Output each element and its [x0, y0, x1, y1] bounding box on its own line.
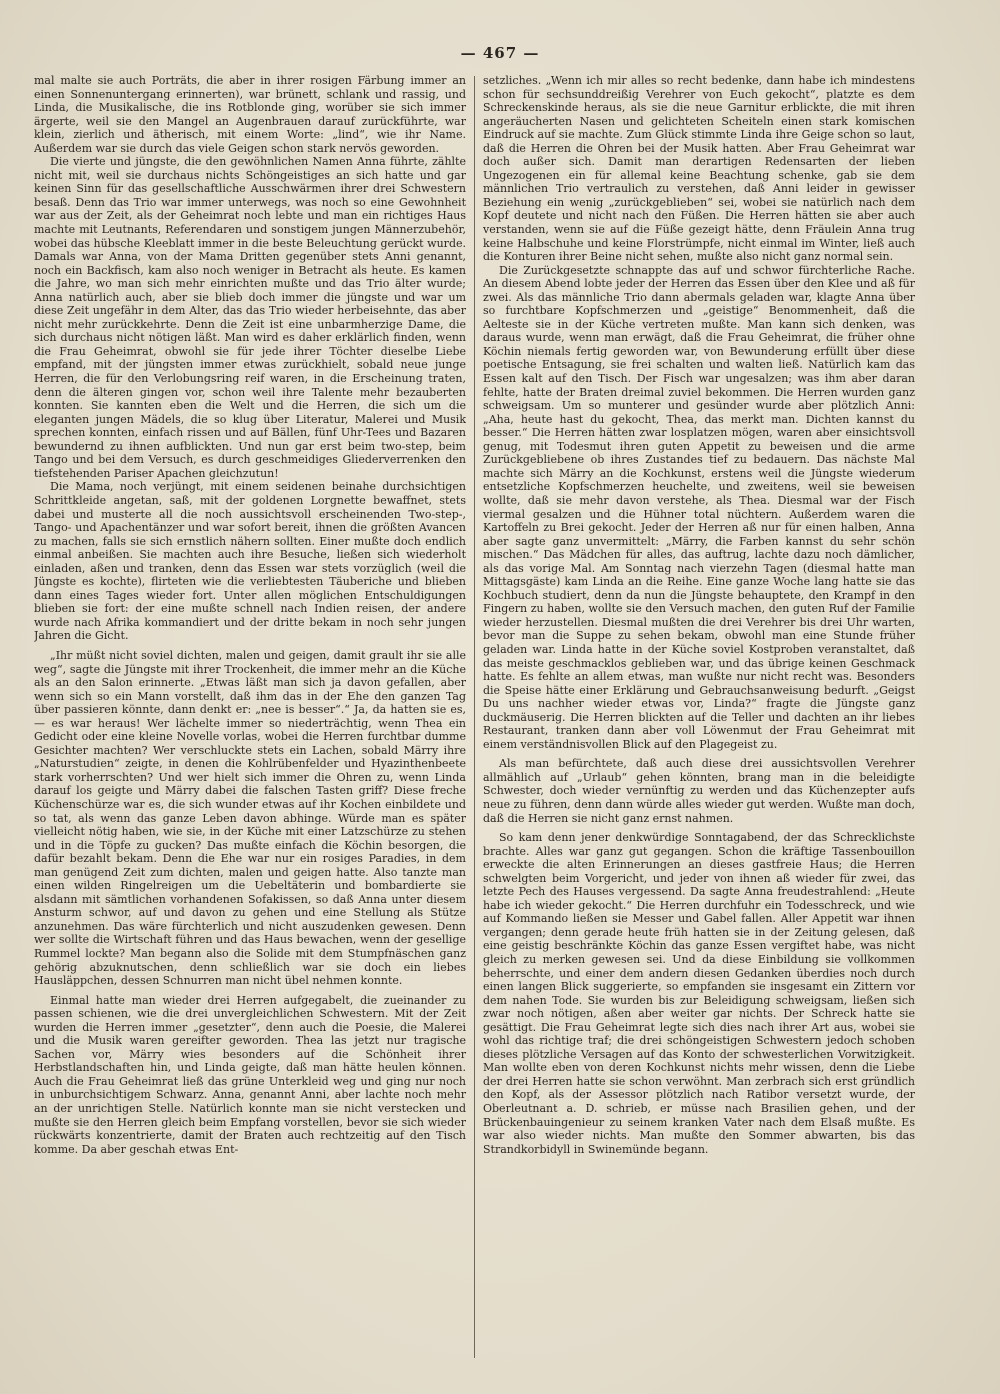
- paragraph: Die Mama, noch verjüngt, mit einem seidenen beinahe durchsichtigen Schrittkleide angetan, saß, mit der goldenen Lorgnette bewaffnet, stets dabei und musterte all die noch aussichtsvoll erscheinenden Two-step-, Tango- und Apachentänzer und war sofort bereit, ihnen die größten Avancen zu machen, falls sie sich ernstlich nähern sollten. Einer mußte doch endlich einmal anbeißen. Sie machten auch ihre Besuche, ließen sich wiederholt einladen, aßen und tranken, denn das Essen war stets vorzüglich (weil die Jüngste es kochte), flirteten wie die verliebtesten Täuberiche und blieben dann eines Tages wieder fort. Unter allen möglichen Entschuldigungen blieben sie fort: der eine mußte schnell nach Indien reisen, der andere wurde nach Afrika kommandiert und der dritte bekam in noch sehr jungen Jahren die Gicht.: [34, 480, 466, 643]
- right-column: [483, 74, 915, 1360]
- paragraph: Als man befürchtete, daß auch diese drei aussichtsvollen Verehrer allmählich auf „Urlaub“ gehen könnten, brang man in die beleidigte Schwester, doch wieder vernünftig zu werden und das Küchenzepter aufs neue zu führen, denn dann würde alles wieder gut werden. Wußte man doch, daß die Herren sie nicht ganz ernst nahmen.: [483, 757, 915, 825]
- paragraph: Die vierte und jüngste, die den gewöhnlichen Namen Anna führte, zählte nicht mit, weil sie durchaus nichts Schöngeistiges an sich hatte und gar keinen Sinn für das gesellschaftliche Ausschwärmen ihrer drei Schwestern besaß. Denn das Trio war immer unterwegs, was noch so eine Gewohnheit war aus der Zeit, als der Geheimrat noch lebte und man ein richtiges Haus machte mit Leutnants, Referendaren und sonstigem jungen Männerzubehör, wobei das hübsche Kleeblatt immer in die beste Beleuchtung gerückt wurde. Damals war Anna, von der Mama Dritten gegenüber stets Anni genannt, noch ein Backfisch, kam also noch weniger in Betracht als heute. Es kamen die Jahre, wo man sich mehr einrichten mußte und das Trio älter wurde; Anna natürlich auch, aber sie blieb doch immer die jüngste und war um diese Zeit ungefähr in dem Alter, das das Trio wieder herbeisehnte, das aber nicht mehr zurückkehrte. Denn die Zeit ist eine unbarmherzige Dame, die sich durchaus nicht nötigen läßt. Man wird es daher erklärlich finden, wenn die Frau Geheimrat, obwohl sie für jede ihrer Töchter dieselbe Liebe empfand, mit der jüngsten immer etwas zurückhielt, sobald neue junge Herren, die für den Verlobungsring reif waren, in die Erscheinung traten, denn die älteren gingen vor, schon weil ihre Talente mehr bezauberten konnten. Sie kannten eben die Welt und die Herren, die sich um die eleganten jungen Mädels, die so klug über Literatur, Malerei und Musik sprechen konnten, einfach rissen und auf Bällen, fünf Uhr-Tees und Bazaren bewundernd zu ihnen aufblickten. Und nun gar erst beim two-step, beim Tango und bei dem Versuch, es durch geschmeidiges Gliederverrenken den tiefstehenden Pariser Apachen gleichzutun!: [34, 155, 466, 480]
- column-divider: [474, 76, 475, 1358]
- paragraph: „Ihr müßt nicht soviel dichten, malen und geigen, damit grault ihr sie alle weg“, sagte die Jüngste mit ihrer Trockenheit, die immer mehr an die Küche als an den Salon erinnerte. „Etwas läßt man sich ja davon gefallen, aber wenn sich so ein Mann vorstellt, daß ihm das in der Ehe den ganzen Tag über passieren könnte, dann denkt er: „nee is besser“.“ Ja, da hatten sie es, — es war heraus! Wer lächelte immer so niederträchtig, wenn Thea ein Gedicht oder eine kleine Novelle vorlas, wobei die Herren furchtbar dumme Gesichter machten? Wer verschluckte stets ein Lachen, sobald Märry ihre „Naturstudien“ zeigte, in denen die Kohlrübenfelder und Hyazinthenbeete stark vorherrschten? Und wer hielt sich immer die Ohren zu, wenn Linda darauf los geigte und Märry dabei die falschen Tasten griff? Diese freche Küchenschürze war es, die sich wunder etwas auf ihr Kochen einbildete und so tat, als wenn das ganze Leben davon abhinge. Würde man es später vielleicht nötig haben, wie sie, in der Küche mit einer Latzschürze zu stehen und in die Töpfe zu gucken? Das mußte einfach die Köchin besorgen, die dafür bezahlt bekam. Denn die Ehe war nur ein rosiges Paradies, in dem man genügend Zeit zum dichten, malen und geigen hatte. Also tanzte man einen wilden Ringelreigen um die Uebeltäterin und bombardierte sie alsdann mit sämtlichen vorhandenen Sofakissen, so daß Anna unter diesem Ansturm schwor, auf und davon zu gehen und eine Stellung als Stütze anzunehmen. Das wäre fürchterlich und nicht auszudenken gewesen. Denn wer sollte die Wirtschaft führen und das Haus bewachen, wenn der gesellige Rummel lockte? Man begann also die Solide mit dem Stumpfnäschen ganz gehörig abzuknutschen, denn schließlich war sie doch ein liebes Hausläppchen, dessen Schnurren man nicht übel nehmen konnte.: [34, 648, 466, 988]
- paragraph: So kam denn jener denkwürdige Sonntagabend, der das Schrecklichste brachte. Alles war ganz gut gegangen. Schon die kräftige Tassenbouillon erweckte die alten Erinnerungen an dieses gastfreie Haus; die Herren schwelgten beim Vorgericht, und jeder von ihnen aß wieder für zwei, das letzte Pech des Hauses vergessend. Da sagte Anna freudestrahlend: „Heute habe ich wieder gekocht.“ Die Herren durchfuhr ein Todesschreck, und wie auf Kommando ließen sie Messer und Gabel fallen. Aller Appetit war ihnen vergangen; denn gerade heute früh hatten sie in der Zeitung gelesen, daß eine geistig beschränkte Köchin das ganze Essen vergiftet habe, was nicht gleich zu merken gewesen sei. Und da diese Einbildung sie vollkommen beherrschte, und einer dem andern diesen Gedanken überdies noch durch einen langen Blick suggerierte, so empfanden sie insgesamt ein Zittern vor dem nahen Tode. Sie wurden bis zur Beleidigung schweigsam, ließen sich zwar noch nötigen, aßen aber weiter gar nichts. Der Schreck hatte sie gesättigt. Die Frau Geheimrat legte sich dies nach ihrer Art aus, wobei sie wohl das richtige traf; die drei schöngeistigen Schwestern jedoch schoben dieses plötzliche Versagen auf das Konto der schwesterlichen Vorwitzigkeit. Man wollte eben von deren Kochkunst nichts mehr wissen, denn die Liebe der drei Herren hatte sie schon verwöhnt. Man zerbrach sich erst gründlich den Kopf, als der Assessor plötzlich nach Ratibor versetzt wurde, der Oberleutnant a. D. schrieb, er müsse nach Brasilien gehen, und der Brückenbauingenieur zu seinem kranken Vater nach dem Elsaß mußte. Es war also wieder nichts. Man mußte den Sommer abwarten, bis das Strandkorbidyll in Swinemünde begann.: [483, 831, 915, 1156]
- left-column: [34, 74, 466, 1360]
- paragraph: setzliches. „Wenn ich mir alles so recht bedenke, dann habe ich mindestens schon für sechsunddreißig Verehrer von Euch gekocht“, platzte es dem Schreckenskinde heraus, als sie die neue Garnitur erblickte, die mit ihren angeräucherten Nasen und gelichteten Scheiteln einen stark komischen Eindruck auf sie machte. Zum Glück stimmte Linda ihre Geige schon so laut, daß die Herren die Ohren bei der Musik hatten. Aber Frau Geheimrat war doch außer sich. Damit man derartigen Redensarten der lieben Ungezogenen ein für allemal keine Beachtung schenke, gab sie dem männlichen Trio vertraulich zu verstehen, daß Anni leider in gewisser Beziehung ein wenig „zurückgeblieben“ sei, wobei sie natürlich nach dem Kopf deutete und nicht nach den Füßen. Die Herren hätten sie aber auch verstanden, wenn sie auf die Füße gezeigt hätte, denn Fräulein Anna trug keine Halbschuhe und keine Florstrümpfe, nicht einmal im Winter, ließ auch die Konturen ihrer Beine nicht sehen, mußte also nicht ganz normal sein.: [483, 74, 915, 264]
- paragraph: mal malte sie auch Porträts, die aber in ihrer rosigen Färbung immer an einen Sonnenuntergang erinnerten), war brünett, schlank und rassig, und Linda, die Musikalische, die ins Rotblonde ging, worüber sie sich immer ärgerte, weil sie den Mangel an Augenbrauen darauf zurückführte, war klein, zierlich und ätherisch, mit einem Worte: „lind“, wie ihr Name. Außerdem war sie durch das viele Geigen schon stark nervös geworden.: [34, 74, 466, 155]
- paragraph: Einmal hatte man wieder drei Herren aufgegabelt, die zueinander zu passen schienen, wie die drei unvergleichlichen Schwestern. Mit der Zeit wurden die Herren immer „gesetzter“, denn auch die Poesie, die Malerei und die Musik waren gereifter geworden. Thea las jetzt nur tragische Sachen vor, Märry wies besonders auf die Schönheit ihrer Herbstlandschaften hin, und Linda geigte, daß man hätte heulen können. Auch die Frau Geheimrat ließ das grüne Unterkleid weg und ging nur noch in unburchsichtigem Schwarz. Anna, genannt Anni, aber lachte noch mehr an der unrichtigen Stelle. Natürlich konnte man sie nicht verstecken und mußte sie den Herren gleich beim Empfang vorstellen, bevor sie sich wieder rückwärts konzentrierte, damit der Braten auch rechtzeitig auf den Tisch komme. Da aber geschah etwas Ent-: [34, 993, 466, 1156]
- page-number: — 467 —: [460, 44, 540, 62]
- paragraph: Die Zurückgesetzte schnappte das auf und schwor fürchterliche Rache. An diesem Abend lobte jeder der Herren das Essen über den Klee und aß für zwei. Als das männliche Trio dann abermals geladen war, klagte Anna über so furchtbare Kopfschmerzen und „geistige“ Benommenheit, daß die Aelteste sie in der Küche vertreten mußte. Man kann sich denken, was daraus wurde, wenn man erwägt, daß die Frau Geheimrat, die früher ohne Köchin niemals fertig geworden war, von Bewunderung erfüllt über diese poetische Entsagung, sie frei schalten und walten ließ. Natürlich kam das Essen kalt auf den Tisch. Der Fisch war ungesalzen; was ihm aber daran fehlte, hatte der Braten dreimal zuviel bekommen. Die Herren wurden ganz schweigsam. Um so munterer und gesünder wurde aber plötzlich Anni: „Aha, heute hast du gekocht, Thea, das merkt man. Dichten kannst du besser.“ Die Herren hätten zwar losplatzen mögen, waren aber einsichtsvoll genug, mit Todesmut ihren guten Appetit zu beweisen und die arme Zurückgebliebene ob ihres Zustandes tief zu bedauern. Das nächste Mal machte sich Märry an die Kochkunst, erstens weil die Jüngste wiederum entsetzliche Kopfschmerzen heuchelte, und zweitens, weil sie beweisen wollte, daß sie mehr davon verstehe, als Thea. Diesmal war der Fisch viermal gesalzen und die Hühner total nüchtern. Außerdem waren die Kartoffeln zu Brei gekocht. Jeder der Herren aß nur für einen halben, Anna aber sagte ganz unvermittelt: „Märry, die Farben kannst du sehr schön mischen.“ Das Mädchen für alles, das auftrug, lachte dazu noch dämlicher, als das vorige Mal. Am Sonntag nach vierzehn Tagen (diesmal hatte man Mittagsgäste) kam Linda an die Reihe. Eine ganze Woche lang hatte sie das Kochbuch studiert, denn da nun die Jüngste behauptete, den Krampf in den Fingern zu haben, wollte sie den Versuch machen, den guten Ruf der Familie wieder herzustellen. Diesmal mußten die drei Verehrer bis drei Uhr warten, bevor man die Suppe zu sehen bekam, obwohl man eine Stunde früher geladen war. Linda hatte in der Küche soviel Kostproben veranstaltet, daß das meiste geschmacklos geblieben war, und das übrige keinen Geschmack hatte. Es fehlte an allem etwas, man wußte nur nicht recht was. Besonders die Speise hätte einer Erklärung und Gebrauchsanweisung bedurft. „Geigst Du uns nachher wieder etwas vor, Linda?“ fragte die Jüngste ganz duckmäuserig. Die Herren blickten auf die Teller und dachten an ihr liebes Restaurant, tranken dann aber voll Löwenmut der Frau Geheimrat mit einem verständnisvollen Blick auf den Plagegeist zu.: [483, 263, 915, 751]
